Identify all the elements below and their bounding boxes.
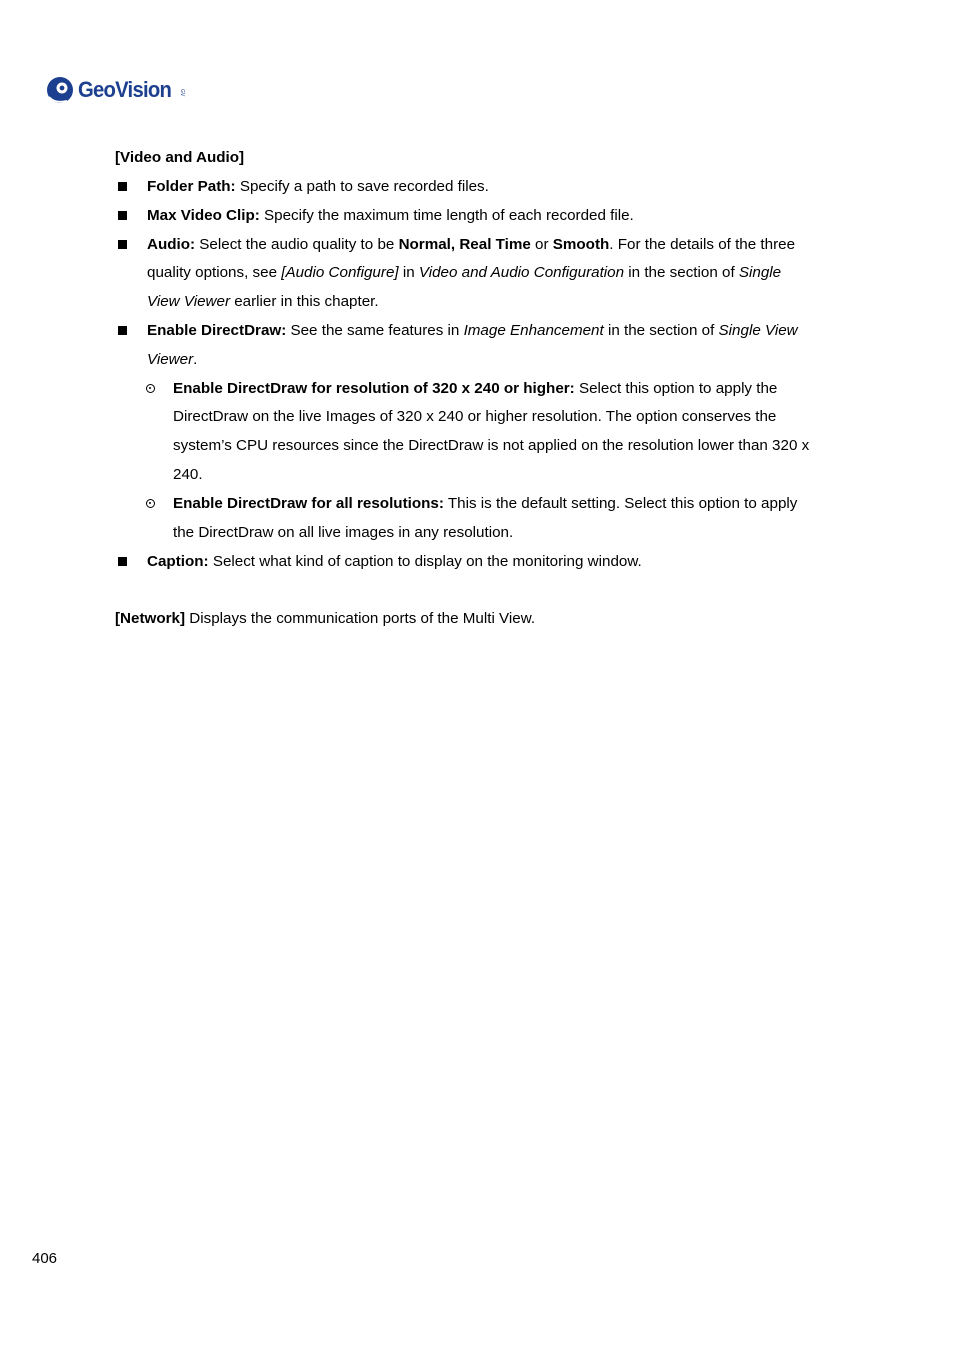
section-heading-video-audio: [Video and Audio] <box>115 149 245 166</box>
item-directdraw-line-2: Viewer. <box>147 351 198 368</box>
option-directdraw-320-line-3: system’s CPU resources since the DirectDraw is not applied on the resolution lower than 320 x <box>173 437 810 454</box>
item-folder-path: Folder Path: Specify a path to save recorded files. <box>147 178 489 195</box>
item-audio-line-3: View Viewer earlier in this chapter. <box>147 293 379 310</box>
option-directdraw-320-line-1: Enable DirectDraw for resolution of 320 x 240 or higher: Select this option to apply the <box>173 380 778 397</box>
bullet-circle-icon <box>146 499 155 508</box>
bullet-square-icon <box>118 326 127 335</box>
bullet-circle-icon <box>146 384 155 393</box>
logo-trademark: GV <box>179 89 186 97</box>
bullet-square-icon <box>118 182 127 191</box>
option-directdraw-320-line-4: 240. <box>173 466 203 483</box>
item-directdraw-line-1: Enable DirectDraw: See the same features in Image Enhancement in the section of Single View <box>147 322 798 339</box>
geovision-logo <box>45 72 185 108</box>
item-audio-line-2: quality options, see [Audio Configure] in Video and Audio Configuration in the section of Single <box>147 264 782 281</box>
logo-wordmark: GeoVision <box>78 77 172 102</box>
bullet-square-icon <box>118 240 127 249</box>
option-directdraw-all-line-1: Enable DirectDraw for all resolutions: This is the default setting. Select this option to apply <box>173 495 798 512</box>
geovision-mark-icon <box>45 75 75 105</box>
page-number: 406 <box>32 1250 58 1267</box>
item-audio-line-1: Audio: Select the audio quality to be Normal, Real Time or Smooth. For the details of the three <box>147 236 796 253</box>
section-network: [Network] Displays the communication ports of the Multi View. <box>115 610 536 627</box>
bullet-square-icon <box>118 211 127 220</box>
item-caption: Caption: Select what kind of caption to display on the monitoring window. <box>147 553 642 570</box>
option-directdraw-320-line-2: DirectDraw on the live Images of 320 x 240 or higher resolution. The option conserves the <box>173 408 777 425</box>
bullet-square-icon <box>118 557 127 566</box>
item-max-video-clip: Max Video Clip: Specify the maximum time length of each recorded file. <box>147 207 634 224</box>
option-directdraw-all-line-2: the DirectDraw on all live images in any resolution. <box>173 524 514 541</box>
